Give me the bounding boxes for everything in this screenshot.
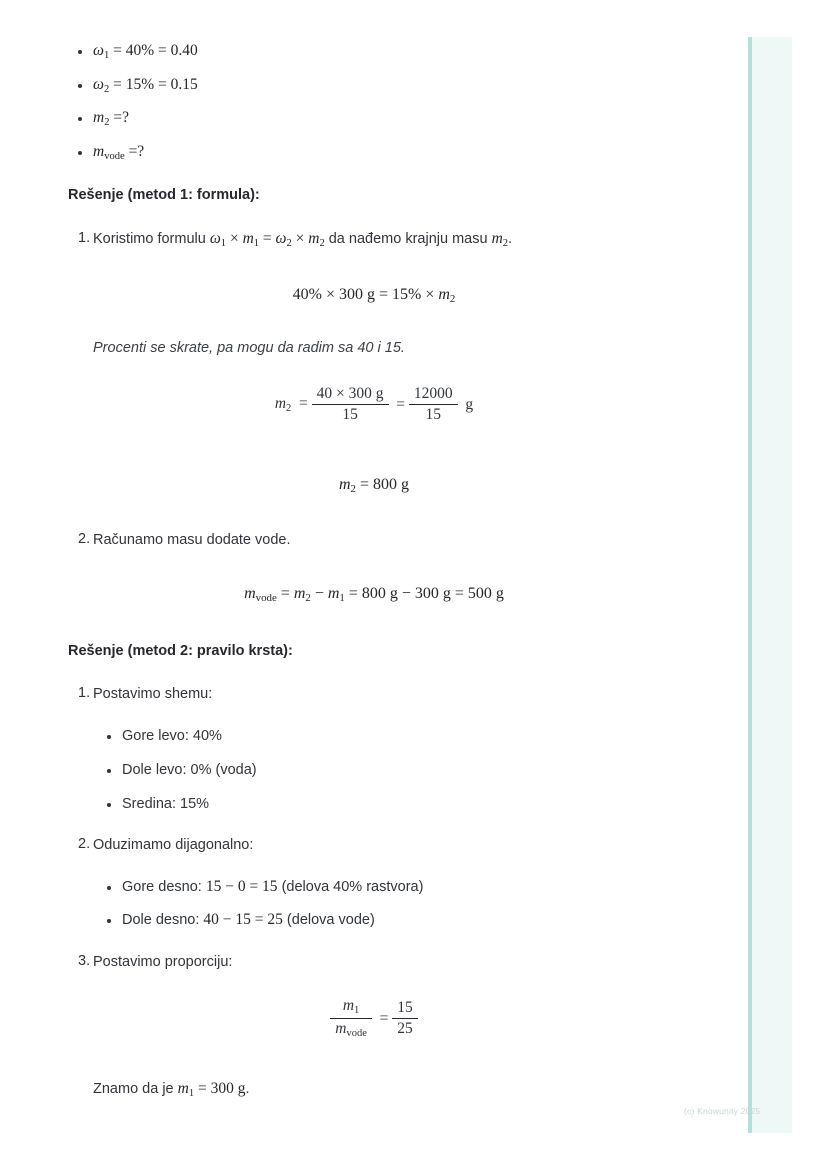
method1-equation-3: $m_2 = 800$ g bbox=[338, 476, 410, 496]
step1-inline-formula: $\omega_1 \times m_1 = \omega_2 \times m_2$ bbox=[209, 230, 325, 249]
bullet-marker bbox=[78, 50, 82, 54]
bullet-label: Dole desno: bbox=[122, 912, 204, 928]
bullet-marker bbox=[78, 151, 82, 155]
bullet-math: 15 − 0 = 15 bbox=[205, 878, 278, 895]
method1-note: Procenti se skrate, pa mogu da radim sa 40 i 15. bbox=[93, 340, 405, 356]
method1-step2-number: 2. bbox=[78, 531, 91, 547]
fraction-denominator: $m_{vode}$ bbox=[335, 1020, 367, 1040]
bullet-marker bbox=[107, 919, 111, 923]
method2-proportion-equation bbox=[0, 997, 748, 1041]
equation2-lhs: $m_2$ = bbox=[274, 395, 312, 415]
method2-step1-number: 1. bbox=[78, 685, 91, 701]
given-item-m2: $m_2$ =? bbox=[93, 109, 129, 128]
bullet-marker bbox=[78, 84, 82, 88]
bullet-marker bbox=[107, 735, 111, 739]
fraction-numerator: 12000 bbox=[409, 385, 458, 405]
closing-math: $m_1 = 300$ g bbox=[177, 1080, 246, 1099]
knowunity-watermark: (c) Knowunity 2025 bbox=[684, 1106, 761, 1116]
closing-suffix: . bbox=[245, 1081, 250, 1097]
given-item-omega2: $\omega_2 = 15\% = 0.15$ bbox=[93, 76, 198, 95]
equation2-fraction-2 bbox=[409, 385, 458, 425]
method2-step3-number: 3. bbox=[78, 953, 91, 969]
method2-step1-bullet-1: Dole levo: 0% (voda) bbox=[122, 762, 257, 778]
proportion-equals: = bbox=[371, 1009, 393, 1027]
method1-step1-text bbox=[93, 230, 512, 250]
method1-step1-number: 1. bbox=[78, 230, 91, 246]
method1-step2-text: Računamo masu dodate vode. bbox=[93, 532, 291, 548]
equation2-equals: = bbox=[388, 395, 409, 413]
step1-tail-variable: $m_2$ bbox=[491, 230, 509, 249]
bullet-marker bbox=[107, 769, 111, 773]
right-accent-line bbox=[748, 37, 752, 1133]
method2-step2-bullet-0 bbox=[122, 878, 423, 898]
fraction-denominator: 15 bbox=[342, 406, 358, 424]
method2-step1-text: Postavimo shemu: bbox=[93, 686, 213, 702]
closing-prefix: Znamo da je bbox=[93, 1081, 178, 1097]
given-item-mvode: $m_{vode}$ =? bbox=[93, 143, 145, 162]
method2-step2-text: Oduzimamo dijagonalno: bbox=[93, 837, 254, 853]
fraction-denominator: 25 bbox=[397, 1020, 413, 1038]
proportion-fraction-right bbox=[392, 999, 418, 1039]
fraction-numerator: 15 bbox=[392, 999, 418, 1019]
method2-closing-line bbox=[93, 1080, 250, 1100]
bullet-marker bbox=[78, 117, 82, 121]
method2-step2-number: 2. bbox=[78, 836, 91, 852]
given-item-omega1: $\omega_1 = 40\% = 0.40$ bbox=[93, 42, 198, 61]
bullet-math: 40 − 15 = 25 bbox=[203, 911, 283, 928]
bullet-suffix: (delova 40% rastvora) bbox=[277, 879, 424, 895]
step1-period: . bbox=[508, 231, 513, 247]
fraction-denominator: 15 bbox=[425, 406, 442, 424]
method1-heading: Rešenje (metod 1: formula): bbox=[68, 187, 260, 203]
method2-step1-bullet-2: Sredina: 15% bbox=[122, 796, 210, 812]
right-accent-panel bbox=[748, 37, 792, 1133]
method2-step2-bullet-1 bbox=[122, 911, 375, 931]
equation2-fraction-1 bbox=[312, 385, 389, 425]
fraction-numerator: $m_1$ bbox=[330, 997, 372, 1019]
bullet-label: Gore desno: bbox=[122, 879, 206, 895]
method2-step1-bullet-0: Gore levo: 40% bbox=[122, 728, 222, 744]
bullet-marker bbox=[107, 886, 111, 890]
method2-step3-text: Postavimo proporciju: bbox=[93, 954, 233, 970]
step1-text-after: da nađemo krajnju masu bbox=[324, 231, 492, 247]
equation2-unit: g bbox=[457, 395, 474, 413]
method1-equation-4: $m_{vode} = m_2 - m_1 = 800$ g − 300 g = 500 g bbox=[244, 585, 504, 605]
bullet-marker bbox=[107, 803, 111, 807]
bullet-suffix: (delova vode) bbox=[282, 912, 375, 928]
method1-equation-1: 40% × 300 $g = 15\% \times m_2$ bbox=[292, 286, 456, 306]
step1-text-before: Koristimo formulu bbox=[93, 231, 210, 247]
fraction-numerator: 40 × 300 g bbox=[312, 385, 389, 405]
proportion-fraction-left bbox=[330, 997, 372, 1041]
method1-equation-2 bbox=[0, 385, 748, 425]
method2-heading: Rešenje (metod 2: pravilo krsta): bbox=[68, 643, 293, 659]
